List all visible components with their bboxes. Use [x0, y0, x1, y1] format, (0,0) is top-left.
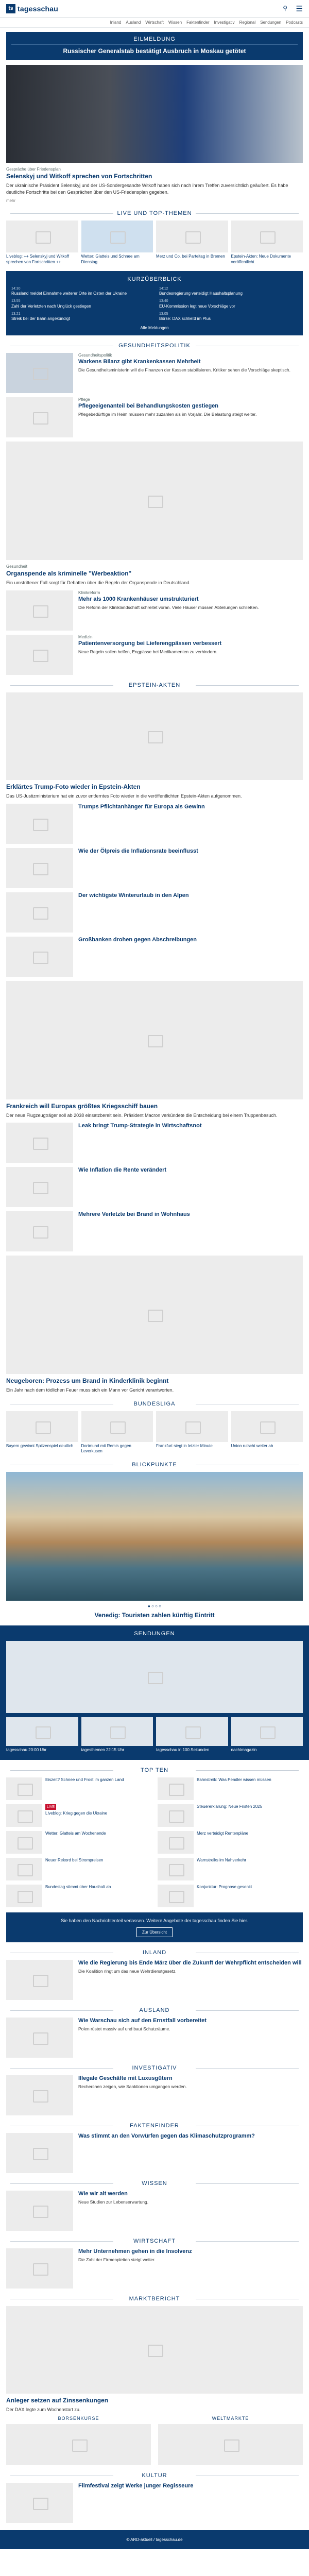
teaser-topline: Gesundheit: [6, 564, 27, 569]
nav-item-investigativ[interactable]: Investigativ: [214, 20, 235, 25]
teaser-headline[interactable]: Erklärtes Trump-Foto wieder in Epstein-Akten: [6, 783, 141, 791]
section-title-gesundheit: GESUNDHEITSPOLITIK: [0, 343, 309, 349]
kurz-time: 13:40: [159, 299, 168, 303]
teaser-image: [6, 937, 73, 977]
weltmaerkte-title: WELTMÄRKTE: [212, 2416, 249, 2421]
section-title-epstein: EPSTEIN-AKTEN: [0, 682, 309, 688]
notice-button[interactable]: Zur Übersicht: [136, 1927, 173, 1937]
card-image: [6, 1717, 78, 1746]
section-title-live: LIVE UND TOP-THEMEN: [0, 210, 309, 216]
item-caption: Neuer Rekord bei Strompreisen: [45, 1857, 104, 1862]
nav-item-wirtschaft[interactable]: Wirtschaft: [145, 20, 164, 25]
nav-item-regional[interactable]: Regional: [239, 20, 256, 25]
breaking-headline: Russischer Generalstab bestätigt Ausbruch in Moskau getötet: [63, 47, 246, 55]
teaser-text: Die Zahl der Firmenpleiten steigt weiter.: [78, 2257, 156, 2262]
live-card-image: [81, 221, 153, 252]
teaser-headline: Mehr als 1000 Krankenhäuser umstrukturiert: [78, 596, 199, 603]
carousel-dots[interactable]: ● ○ ○ ○: [148, 1603, 161, 1608]
logo-mark: ts: [6, 4, 15, 13]
teaser-headline: Was stimmt an den Vorwürfen gegen das Klimaschutzprogramm?: [78, 2132, 255, 2139]
teaser-topline: Klinikreform: [78, 590, 100, 596]
section-title-faktenfinder: FAKTENFINDER: [0, 2123, 309, 2129]
boersenkurse-title: BÖRSENKURSE: [58, 2416, 99, 2421]
sendung-card[interactable]: [6, 1717, 78, 1753]
live-card[interactable]: [81, 221, 153, 265]
live-badge: LIVE: [45, 1804, 56, 1810]
teaser-topline: Pflege: [78, 397, 90, 402]
item-caption: Bahnstreik: Was Pendler wissen müssen: [197, 1777, 271, 1782]
blickpunkt-caption[interactable]: Venedig: Touristen zahlen künftig Eintritt: [94, 1611, 215, 1619]
teaser-image: [6, 2191, 73, 2231]
teaser-row[interactable]: [6, 848, 303, 888]
kurz-text: Streik bei der Bahn angekündigt: [11, 316, 70, 321]
bundesliga-cards: [6, 1411, 303, 1454]
topten-item[interactable]: [6, 1831, 151, 1854]
teaser-headline: Filmfestival zeigt Werke junger Regisseure: [78, 2483, 194, 2489]
logo[interactable]: [6, 4, 58, 13]
kurz-item[interactable]: [11, 299, 150, 309]
sendung-card[interactable]: [231, 1717, 303, 1753]
footer-text: © ARD-aktuell / tagesschau.de: [126, 2537, 183, 2543]
item-image: [158, 1804, 194, 1827]
teaser-image: [6, 804, 73, 844]
teaser-row[interactable]: [6, 397, 303, 437]
live-card[interactable]: [156, 221, 228, 265]
item-caption: Liveblog: Krieg gegen die Ukraine: [45, 1811, 108, 1816]
site-footer: [0, 2530, 309, 2549]
item-caption: Merz verteidigt Rentenpläne: [197, 1831, 249, 1836]
live-card-image: [6, 221, 78, 252]
hero-image[interactable]: [6, 65, 303, 163]
teaser-text: Ein Jahr nach dem tödlichen Feuer muss sich ein Mann vor Gericht verantworten.: [6, 1387, 174, 1393]
teaser-headline: Mehr Unternehmen gehen in die Insolvenz: [78, 2248, 192, 2255]
kurz-time: 13:21: [11, 312, 21, 316]
nav-item-faktenfinder[interactable]: Faktenfinder: [186, 20, 210, 25]
sub-navigation: [0, 18, 309, 28]
teaser-text: Pflegebedürftige im Heim müssen mehr zuzahlen als im Vorjahr. Die Belastung steigt weiter.: [78, 412, 257, 417]
sendung-card[interactable]: [81, 1717, 153, 1753]
topten-item[interactable]: [6, 1804, 151, 1827]
section-title-ausland: AUSLAND: [0, 2007, 309, 2013]
kurz-time: 14:30: [11, 286, 21, 291]
teaser-row[interactable]: [6, 1960, 303, 2000]
nav-item-podcasts[interactable]: Podcasts: [286, 20, 303, 25]
teaser-row[interactable]: [6, 892, 303, 933]
card-caption: tagesschau in 100 Sekunden: [156, 1747, 210, 1752]
feature-image[interactable]: [6, 2306, 303, 2394]
item-caption: Wetter: Glatteis am Wochenende: [45, 1831, 106, 1836]
section-title-wissen: WISSEN: [0, 2180, 309, 2187]
card-caption: nachtmagazin: [231, 1747, 257, 1752]
topten-item[interactable]: [6, 1777, 151, 1800]
section-title-sendungen: SENDUNGEN: [134, 1630, 175, 1637]
teaser-headline[interactable]: Anleger setzen auf Zinssenkungen: [6, 2396, 109, 2404]
topten-grid: [6, 1777, 303, 1907]
teaser-row[interactable]: [6, 590, 303, 631]
kurz-text: Börse: DAX schließt im Plus: [159, 316, 211, 321]
item-image: [158, 1777, 194, 1800]
teaser-image: [6, 2248, 73, 2289]
section-title-topten: TOP TEN: [0, 1767, 309, 1773]
section-title-kultur: KULTUR: [0, 2472, 309, 2479]
bundesliga-card[interactable]: [156, 1411, 228, 1454]
bundesliga-card[interactable]: [6, 1411, 78, 1454]
kurz-item[interactable]: [159, 312, 298, 321]
teaser-row[interactable]: [6, 2248, 303, 2289]
notice-text: Sie haben den Nachrichtenteil verlassen. Weitere Angebote der tagesschau finden Sie hier.: [61, 1918, 248, 1923]
kurz-text: EU-Kommission legt neue Vorschläge vor: [159, 303, 235, 309]
kurz-title: KURZÜBERBLICK: [127, 276, 182, 282]
hero-headline[interactable]: Selenskyj und Witkoff sprechen von Fortschritten: [6, 173, 152, 180]
section-title-wirtschaft: WIRTSCHAFT: [0, 2238, 309, 2244]
teaser-text: Der DAX legte zum Wochenstart zu.: [6, 2406, 81, 2412]
teaser-text: Polen rüstet massiv auf und baut Schutzräume.: [78, 2026, 170, 2031]
feature-image[interactable]: [6, 1256, 303, 1374]
section-title-inland: INLAND: [0, 1950, 309, 1956]
kurz-text: Zahl der Verletzten nach Unglück gestiegen: [11, 303, 91, 309]
teaser-row[interactable]: [6, 804, 303, 844]
sendungen-cards: [6, 1717, 303, 1753]
card-image: [156, 1717, 228, 1746]
teaser-headline: Pflegeeigenanteil bei Behandlungskosten gestiegen: [78, 403, 219, 410]
blickpunkt-image[interactable]: [6, 1472, 303, 1601]
teaser-row[interactable]: [6, 2483, 303, 2523]
teaser-headline: Trumps Pflichtanhänger für Europa als Gewinn: [78, 803, 205, 810]
search-icon[interactable]: ⚲: [283, 5, 287, 12]
teaser-image: [6, 2483, 73, 2523]
card-caption: Bayern gewinnt Spitzenspiel deutlich: [6, 1443, 74, 1448]
hero-text: Der ukrainische Präsident Selenskyj und der US-Sondergesandte Witkoff haben sich nach ihrem Treffen zuversichtlich geäußert. Es habe deutliche Fortschritte bei den Gesprächen über den US-Friedensplan gegeben.: [6, 183, 288, 195]
nav-item-ausland[interactable]: Ausland: [126, 20, 141, 25]
item-image: [6, 1885, 42, 1907]
feature-image[interactable]: [6, 692, 303, 780]
teaser-row[interactable]: [6, 2018, 303, 2058]
kurz-time: 14:12: [159, 286, 168, 291]
item-caption: Steuererklärung: Neue Fristen 2025: [197, 1804, 263, 1809]
card-caption: Frankfurt siegt in letzter Minute: [156, 1443, 213, 1448]
teaser-image: [6, 1211, 73, 1251]
item-image: [6, 1777, 42, 1800]
teaser-row[interactable]: [6, 937, 303, 977]
section-title-bundesliga: BUNDESLIGA: [0, 1401, 309, 1407]
teaser-row[interactable]: [6, 2133, 303, 2173]
bundesliga-card[interactable]: [231, 1411, 303, 1454]
sendungen-video[interactable]: [6, 1641, 303, 1713]
teaser-image: [6, 353, 73, 393]
teaser-image: [6, 1960, 73, 2000]
nav-item-inland[interactable]: Inland: [110, 20, 122, 25]
breaking-tag: EILMELDUNG: [11, 36, 298, 45]
card-caption: tagesthemen 22:15 Uhr: [81, 1747, 125, 1752]
teaser-image: [6, 848, 73, 888]
kurz-text: Bundesregierung verteidigt Haushaltsplanung: [159, 291, 243, 296]
kurz-item[interactable]: [11, 312, 150, 321]
teaser-topline: Medizin: [78, 635, 93, 640]
card-caption: Dortmund mit Remis gegen Leverkusen: [81, 1443, 131, 1454]
card-image: [231, 1411, 303, 1442]
feature-image[interactable]: [6, 981, 303, 1099]
sendungen-band: [0, 1625, 309, 1760]
kurz-item[interactable]: [11, 286, 150, 296]
teaser-text: Der neue Flugzeugträger soll ab 2038 einsatzbereit sein. Präsident Macron verkündete die Entscheidung bei einem Truppenbesuch.: [6, 1112, 278, 1118]
teaser-row[interactable]: [6, 1123, 303, 1163]
teaser-row[interactable]: [6, 635, 303, 675]
boersenkurse-chart: [6, 2424, 151, 2465]
site-header: [0, 0, 309, 18]
live-card[interactable]: [6, 221, 78, 265]
kurz-time: 13:55: [11, 299, 21, 303]
live-card-caption: Merz und Co. bei Parteitag in Bremen: [156, 254, 225, 259]
hero-more-link[interactable]: mehr: [6, 198, 16, 204]
teaser-text: Neue Studien zur Lebenserwartung.: [78, 2199, 149, 2205]
section-title-blickpunkte: BLICKPUNKTE: [0, 1462, 309, 1468]
topten-item[interactable]: [6, 1885, 151, 1907]
kurz-time: 13:05: [159, 312, 168, 316]
nav-item-wissen[interactable]: Wissen: [168, 20, 182, 25]
card-image: [231, 1717, 303, 1746]
section-title-investigativ: INVESTIGATIV: [0, 2065, 309, 2071]
item-image: [6, 1804, 42, 1827]
kurz-more-link[interactable]: Alle Meldungen: [140, 326, 169, 331]
teaser-text: Ein umstrittener Fall sorgt für Debatten über die Regeln der Organspende in Deutschland.: [6, 580, 191, 586]
live-card-image: [156, 221, 228, 252]
live-card-caption: Wetter: Glatteis und Schnee am Dienstag: [81, 254, 140, 264]
teaser-image: [6, 1123, 73, 1163]
teaser-headline[interactable]: Neugeboren: Prozess um Brand in Kinderklinik beginnt: [6, 1377, 169, 1385]
teaser-image: [6, 2075, 73, 2115]
notice-box: [6, 1912, 303, 1942]
teaser-text: Die Koalition ringt um das neue Wehrdienstgesetz.: [78, 1968, 177, 1974]
logo-text: tagesschau: [18, 4, 59, 13]
teaser-headline: Patientenversorgung bei Lieferengpässen verbessert: [78, 640, 222, 647]
topten-item[interactable]: [158, 1804, 303, 1827]
item-caption: Eiszeit? Schnee und Frost im ganzen Land: [45, 1777, 124, 1782]
teaser-headline: Wie wir alt werden: [78, 2190, 128, 2197]
topten-item[interactable]: [6, 1858, 151, 1880]
item-image: [158, 1885, 194, 1907]
topten-item[interactable]: [158, 1777, 303, 1800]
live-card-caption: Liveblog: ++ Selenskyj und Witkoff sprechen von Fortschritten ++: [6, 254, 70, 264]
card-image: [6, 1411, 78, 1442]
teaser-text: Neue Regeln sollen helfen, Engpässe bei Medikamenten zu verhindern.: [78, 649, 218, 654]
market-columns: [6, 2416, 303, 2465]
topten-item[interactable]: [158, 1831, 303, 1854]
teaser-row[interactable]: [6, 2075, 303, 2115]
item-image: [158, 1858, 194, 1880]
teaser-headline: Leak bringt Trump-Strategie in Wirtschaftsnot: [78, 1123, 202, 1129]
teaser-row[interactable]: [6, 353, 303, 393]
item-caption: Bundestag stimmt über Haushalt ab: [45, 1884, 111, 1889]
teaser-text: Das US-Justizministerium hat ein zuvor entferntes Foto wieder in die veröffentlichten Epstein-Akten aufgenommen.: [6, 793, 242, 799]
teaser-headline: Der wichtigste Winterurlaub in den Alpen: [78, 892, 189, 899]
item-image: [6, 1831, 42, 1854]
teaser-headline: Wie Warschau sich auf den Ernstfall vorbereitet: [78, 2017, 207, 2024]
kurzueberblick-box: [6, 271, 303, 335]
teaser-image: [6, 2133, 73, 2173]
menu-icon[interactable]: ☰: [296, 5, 303, 13]
teaser-headline: Wie Inflation die Rente verändert: [78, 1167, 167, 1174]
teaser-row[interactable]: [6, 1167, 303, 1207]
teaser-headline[interactable]: Organspende als kriminelle "Werbeaktion": [6, 570, 132, 578]
teaser-headline: Warkens Bilanz gibt Krankenkassen Mehrheit: [78, 359, 201, 365]
item-caption: Warnstreiks im Nahverkehr: [197, 1857, 247, 1862]
item-image: [6, 1858, 42, 1880]
feature-image[interactable]: [6, 442, 303, 560]
card-image: [81, 1411, 153, 1442]
teaser-text: Recherchen zeigen, wie Sanktionen umgangen werden.: [78, 2083, 187, 2089]
teaser-topline: Gesundheitspolitik: [78, 353, 112, 358]
weltmaerkte-column[interactable]: [158, 2416, 303, 2465]
card-caption: Union rutscht weiter ab: [231, 1443, 273, 1448]
hero-topline: Gespräche über Friedensplan: [6, 167, 61, 172]
teaser-image: [6, 590, 73, 631]
card-image: [81, 1717, 153, 1746]
teaser-headline: Wie der Ölpreis die Inflationsrate beeinflusst: [78, 848, 198, 854]
nav-item-sendungen[interactable]: Sendungen: [260, 20, 282, 25]
teaser-image: [6, 892, 73, 933]
section-title-marktbericht: MARKTBERICHT: [0, 2296, 309, 2302]
card-caption: tagesschau 20:00 Uhr: [6, 1747, 47, 1752]
kurz-text: Russland meldet Einnahme weiterer Orte im Osten der Ukraine: [11, 291, 127, 296]
card-image: [156, 1411, 228, 1442]
teaser-image: [6, 2018, 73, 2058]
kurz-item[interactable]: [159, 299, 298, 309]
teaser-image: [6, 397, 73, 437]
teaser-text: Die Reform der Kliniklandschaft schreitet voran. Viele Häuser müssen Abteilungen schließen.: [78, 604, 259, 610]
sendung-card[interactable]: [156, 1717, 228, 1753]
teaser-headline: Großbanken drohen gegen Abschreibungen: [78, 936, 197, 943]
item-image: [158, 1831, 194, 1854]
teaser-row[interactable]: [6, 2191, 303, 2231]
live-card-caption: Epstein-Akten: Neue Dokumente veröffentlicht: [231, 254, 291, 264]
bundesliga-card[interactable]: [81, 1411, 153, 1454]
live-cards: [6, 221, 303, 265]
breaking-news-box[interactable]: [6, 32, 303, 60]
boersenkurse-column[interactable]: [6, 2416, 151, 2465]
teaser-headline: Mehrere Verletzte bei Brand in Wohnhaus: [78, 1211, 190, 1218]
live-card-image: [231, 221, 303, 252]
teaser-row[interactable]: [6, 1211, 303, 1251]
teaser-image: [6, 1167, 73, 1207]
teaser-image: [6, 635, 73, 675]
teaser-headline[interactable]: Frankreich will Europas größtes Kriegsschiff bauen: [6, 1102, 158, 1110]
topten-item[interactable]: [158, 1858, 303, 1880]
teaser-headline: Illegale Geschäfte mit Luxusgütern: [78, 2075, 173, 2081]
item-caption: Konjunktur: Prognose gesenkt: [197, 1884, 252, 1889]
teaser-headline: Wie die Regierung bis Ende März über die Zukunft der Wehrpflicht entscheiden will: [78, 1959, 302, 1966]
weltmaerkte-chart: [158, 2424, 303, 2465]
topten-item[interactable]: [158, 1885, 303, 1907]
live-card[interactable]: [231, 221, 303, 265]
kurz-list: [11, 286, 298, 321]
kurz-item[interactable]: [159, 286, 298, 296]
teaser-text: Die Gesundheitsministerin will die Finanzen der Kassen stabilisieren. Kritiker sehen die Vorschläge skeptisch.: [78, 367, 290, 373]
